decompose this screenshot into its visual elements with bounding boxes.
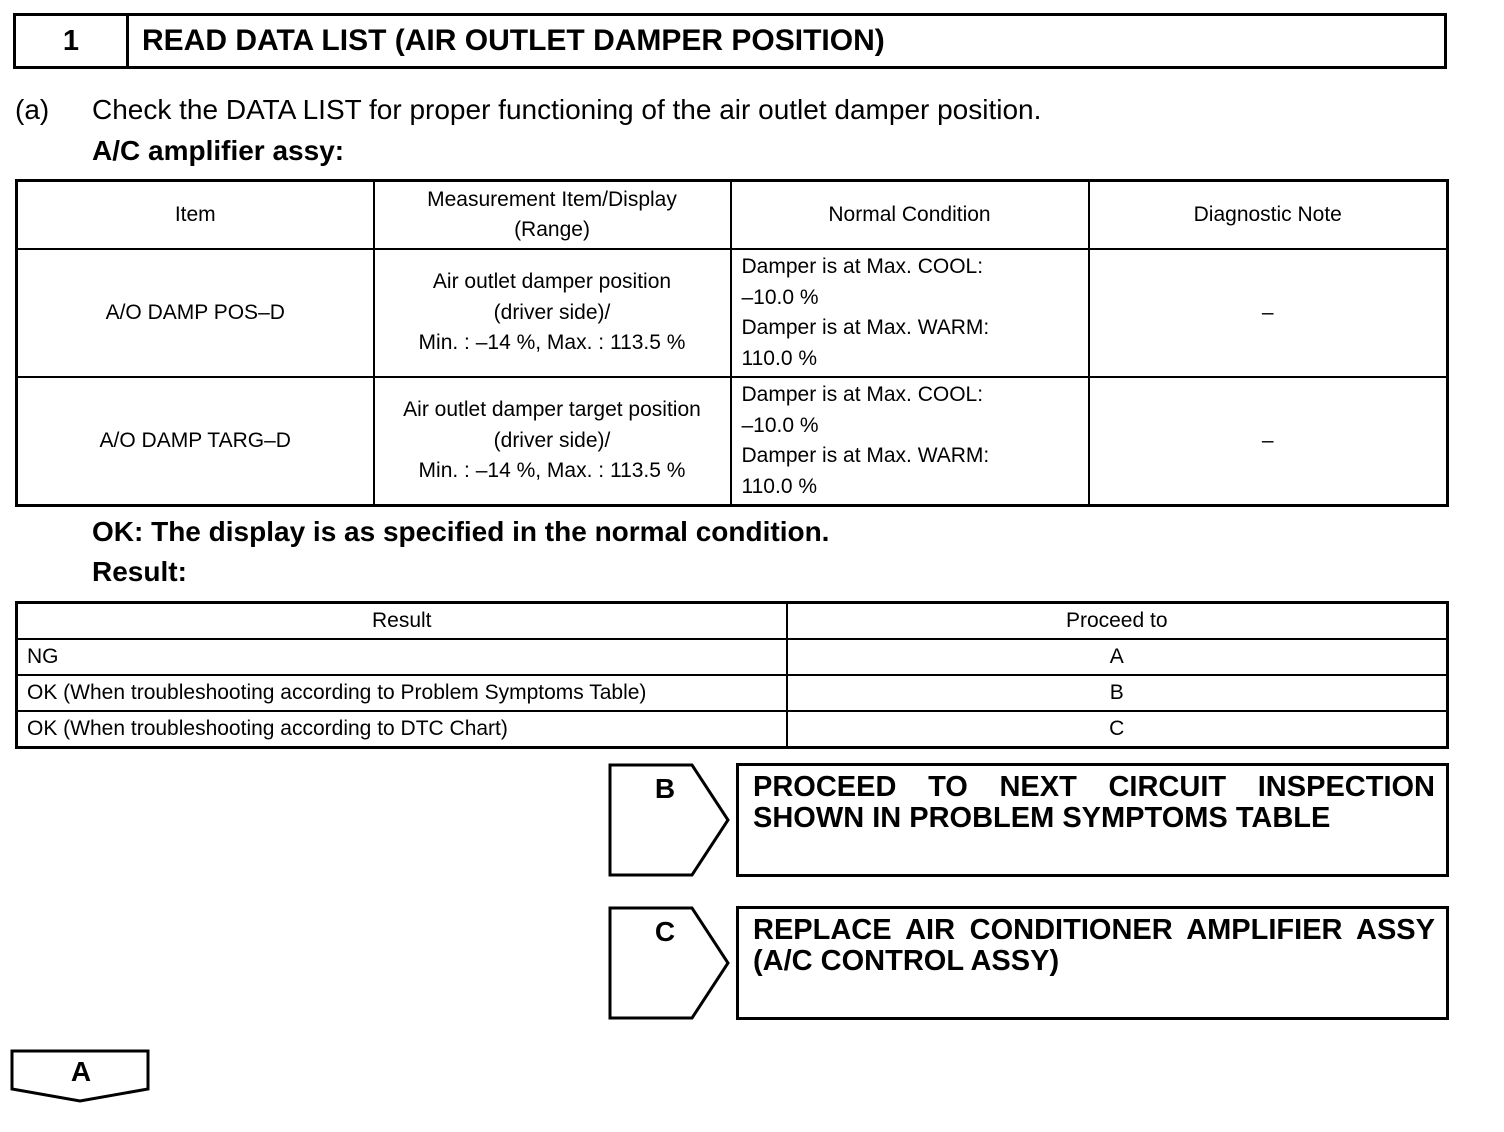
cell-measurement: Air outlet damper target position (driver side)/ Min. : –14 %, Max. : 113.5 %	[374, 377, 731, 506]
cell-measurement: Air outlet damper position (driver side)/ Min. : –14 %, Max. : 113.5 %	[374, 249, 731, 377]
data-list-table	[15, 179, 1449, 507]
step-number: 1	[16, 16, 129, 66]
cell-proceed-to: C	[787, 711, 1448, 748]
header-diagnostic-note: Diagnostic Note	[1089, 181, 1448, 250]
substep-instruction: Check the DATA LIST for proper functioning of the air outlet damper position.	[92, 94, 1042, 125]
branch-b-action-box	[736, 763, 1449, 877]
cell-proceed-to: A	[787, 639, 1448, 675]
ok-statement: OK: The display is as specified in the normal condition.	[92, 516, 830, 547]
header-measurement: Measurement Item/Display (Range)	[374, 181, 731, 250]
step-header	[13, 13, 1447, 69]
table-row	[17, 675, 1448, 711]
table-header-row	[17, 603, 1448, 640]
table-row	[17, 249, 1448, 377]
step-title: READ DATA LIST (AIR OUTLET DAMPER POSITION)	[142, 24, 885, 57]
result-table	[15, 601, 1449, 749]
cell-diagnostic-note: –	[1089, 377, 1448, 506]
table-row	[17, 639, 1448, 675]
component-label: A/C amplifier assy:	[92, 135, 345, 166]
header-proceed-to: Proceed to	[787, 603, 1448, 640]
cell-normal-condition: Damper is at Max. COOL: –10.0 % Damper is at Max. WARM: 110.0 %	[731, 377, 1089, 506]
branch-a-tag	[10, 1049, 152, 1105]
table-row	[17, 711, 1448, 748]
cell-result: OK (When troubleshooting according to Problem Symptoms Table)	[17, 675, 787, 711]
cell-result: NG	[17, 639, 787, 675]
cell-proceed-to: B	[787, 675, 1448, 711]
branch-b-letter: B	[654, 773, 676, 804]
cell-item: A/O DAMP TARG–D	[17, 377, 374, 506]
cell-diagnostic-note: –	[1089, 249, 1448, 377]
cell-result: OK (When troubleshooting according to DTC Chart)	[17, 711, 787, 748]
branch-c-tag	[608, 906, 733, 1020]
branch-a-letter: A	[70, 1056, 92, 1087]
cell-item: A/O DAMP POS–D	[17, 249, 374, 377]
branch-c-action-text: REPLACE AIR CONDITIONER AMPLIFIER ASSY (A/C CONTROL ASSY)	[753, 914, 1435, 977]
branch-b-tag	[608, 763, 733, 877]
branch-b-action-text: PROCEED TO NEXT CIRCUIT INSPECTION SHOWN IN PROBLEM SYMPTOMS TABLE	[753, 771, 1435, 834]
substep-label: (a)	[15, 94, 50, 125]
header-normal-condition: Normal Condition	[731, 181, 1089, 250]
table-header-row	[17, 181, 1448, 250]
cell-normal-condition: Damper is at Max. COOL: –10.0 % Damper is at Max. WARM: 110.0 %	[731, 249, 1089, 377]
branch-c-letter: C	[654, 916, 676, 947]
table-row	[17, 377, 1448, 506]
result-label: Result:	[92, 556, 187, 587]
header-result: Result	[17, 603, 787, 640]
header-item: Item	[17, 181, 374, 250]
branch-c-action-box	[736, 906, 1449, 1020]
